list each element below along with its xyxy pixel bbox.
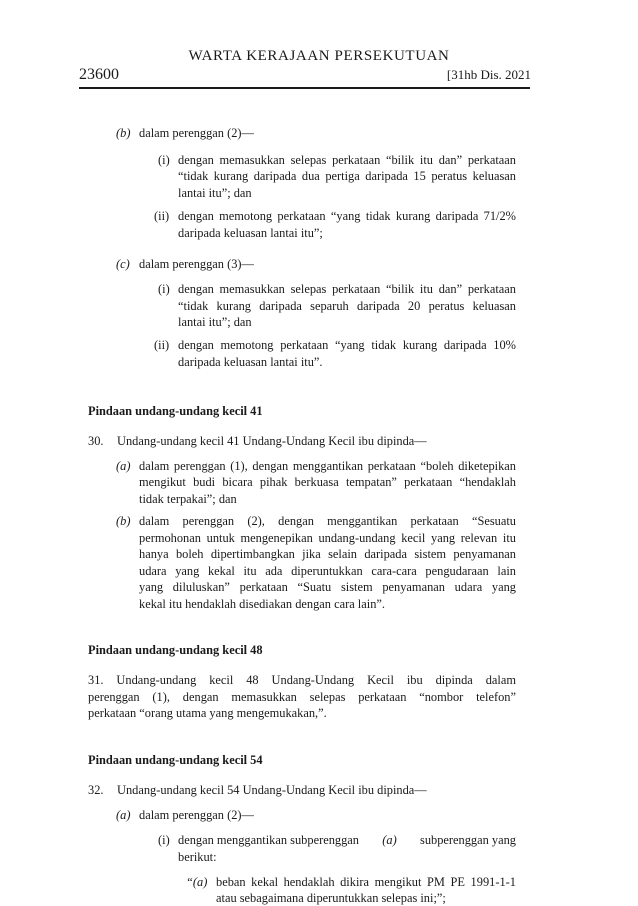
item-b-i-line-2: “tidak kurang daripada dua pertiga daripada 15 peratus keluasan <box>178 169 516 183</box>
item-b-i-line-1: dengan memasukkan selepas perkataan “bilik itu dan” perkataan <box>178 153 516 167</box>
item-b-ii-label: (ii) <box>154 209 170 223</box>
item-c-ii-line-2: daripada keluasan lantai itu”. <box>178 355 323 369</box>
section-32-quote-line-1: beban kekal hendaklah dikira mengikut PM PE 1991-1-1 <box>216 875 516 889</box>
item-c-i-line-3: lantai itu”; dan <box>178 315 252 329</box>
section-32-i-line-1-pre: dengan menggantikan subperenggan <box>178 833 359 847</box>
section-32-i-line-2: berikut: <box>178 850 217 864</box>
section-31-line-2: perenggan (1), dengan memasukkan selepas perkataan “nombor telefon” <box>88 690 516 704</box>
section-30-b-label: (b) <box>116 514 131 528</box>
section-32-i-line-1 <box>178 832 516 848</box>
section-30-b-line-6: kekal itu hendaklah disediakan dengan cara lain”. <box>139 597 385 611</box>
section-30-heading: Pindaan undang-undang kecil 41 <box>88 404 263 418</box>
item-c-i-line-2: “tidak kurang daripada separuh daripada 20 peratus keluasan <box>178 299 516 313</box>
section-30-a-label: (a) <box>116 459 131 473</box>
item-b-i-line-3: lantai itu”; dan <box>178 186 252 200</box>
section-32-quote-label: “(a) <box>186 875 208 889</box>
section-32-quote-line-2: atau sebagaimana diperuntukkan selepas ini;”; <box>216 891 446 905</box>
header-rule <box>79 87 530 89</box>
item-c-ii-label: (ii) <box>154 338 170 352</box>
section-32-i-label: (i) <box>158 833 170 847</box>
section-31-line-1: 31. Undang-undang kecil 48 Undang-Undang Kecil ibu dipinda dalam <box>88 673 516 687</box>
section-30-a-line-3: tidak terpakai”; dan <box>139 492 237 506</box>
item-b-i-label: (i) <box>158 153 170 167</box>
item-b-ii-line-2: daripada keluasan lantai itu”; <box>178 226 323 240</box>
section-30-b-line-1: dalam perenggan (2), dengan menggantikan perkataan “Sesuatu <box>139 514 516 528</box>
section-30-b-line-3: hanya boleh dipertimbangkan jika selain daripada sistem penyamanan <box>139 547 516 561</box>
item-c-text: dalam perenggan (3)— <box>139 257 254 271</box>
item-c-i-line-1: dengan memasukkan selepas perkataan “bilik itu dan” perkataan <box>178 282 516 296</box>
section-30-a-line-1: dalam perenggan (1), dengan menggantikan perkataan “boleh diketepikan <box>139 459 516 473</box>
section-30-b-line-2: permohonan untuk mengenepikan undang-undang kecil yang relevan itu <box>139 531 516 545</box>
section-32-i-line-1-italic: (a) <box>382 833 397 847</box>
section-30-number: 30. <box>88 434 104 448</box>
item-b-ii-line-1: dengan memotong perkataan “yang tidak kurang daripada 71/2% <box>178 209 516 223</box>
section-32-a-text: dalam perenggan (2)— <box>139 808 254 822</box>
section-31-line-3: perkataan “orang utama yang mengemukakan,”. <box>88 706 327 720</box>
section-32-number: 32. <box>88 783 104 797</box>
item-b-label: (b) <box>116 126 131 140</box>
section-31-heading: Pindaan undang-undang kecil 48 <box>88 643 263 657</box>
gazette-title: WARTA KERAJAAN PERSEKUTUAN <box>188 48 450 64</box>
item-c-ii-line-1: dengan memotong perkataan “yang tidak kurang daripada 10% <box>178 338 516 352</box>
section-30-intro: Undang-undang kecil 41 Undang-Undang Kecil ibu dipinda— <box>117 434 427 448</box>
section-30-a-line-2: mengikut budi bicara pihak berkuasa tempatan” perkataan “hendaklah <box>139 475 516 489</box>
section-32-heading: Pindaan undang-undang kecil 54 <box>88 753 263 767</box>
section-30-b-line-4: udara yang kekal itu ada diperuntukkan cara-cara pengudaraan lain <box>139 564 516 578</box>
section-32-a-label: (a) <box>116 808 131 822</box>
section-32-intro: Undang-undang kecil 54 Undang-Undang Kecil ibu dipinda— <box>117 783 427 797</box>
page-number: 23600 <box>79 66 119 83</box>
item-c-i-label: (i) <box>158 282 170 296</box>
item-b-text: dalam perenggan (2)— <box>139 126 254 140</box>
section-32-i-line-1-post: subperenggan yang <box>420 833 516 847</box>
item-c-label: (c) <box>116 257 130 271</box>
section-30-b-line-5: yang diluluskan” perkataan “Suatu sistem penyamanan udara yang <box>139 580 516 594</box>
gazette-date: [31hb Dis. 2021 <box>446 67 531 82</box>
